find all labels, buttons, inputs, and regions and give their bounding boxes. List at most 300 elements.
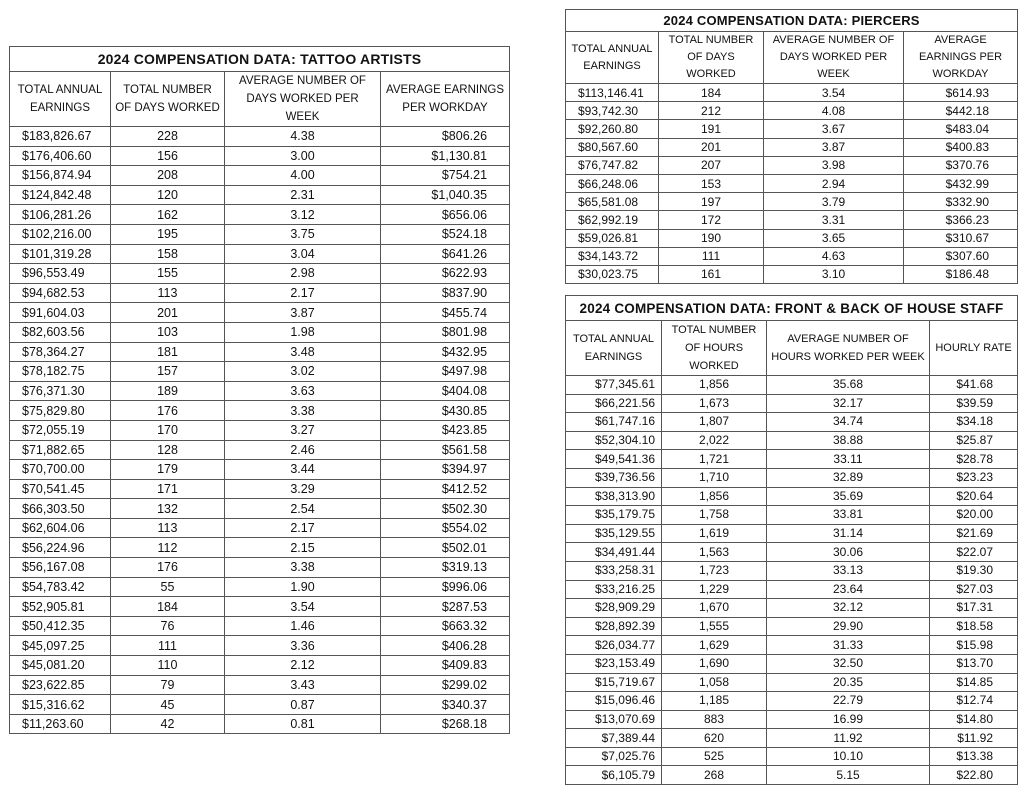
table-cell: 1,723 — [662, 561, 767, 580]
table-cell: $176,406.60 — [10, 146, 111, 166]
table-row — [10, 205, 510, 225]
table-cell: 2.15 — [225, 538, 381, 558]
table-row — [10, 283, 510, 303]
table-row — [566, 599, 1018, 618]
table-cell: 1,673 — [662, 394, 767, 413]
tattoo-artists-table — [9, 46, 510, 734]
table-cell: $497.98 — [381, 362, 510, 382]
table-cell: 176 — [111, 401, 225, 421]
table-cell: 3.79 — [764, 193, 904, 211]
table-row — [10, 244, 510, 264]
table-cell: 103 — [111, 322, 225, 342]
table-row — [10, 695, 510, 715]
table-cell: 3.43 — [225, 675, 381, 695]
table-cell: 190 — [659, 229, 764, 247]
table-cell: $18.58 — [930, 617, 1018, 636]
table-row — [10, 146, 510, 166]
table-cell: 212 — [659, 102, 764, 120]
table-cell: $28.78 — [930, 450, 1018, 469]
table-cell: 1.98 — [225, 322, 381, 342]
table-cell: $332.90 — [904, 193, 1018, 211]
table-row — [10, 499, 510, 519]
table-cell: 20.35 — [767, 673, 930, 692]
table-cell: $26,034.77 — [566, 636, 662, 655]
table-cell: 3.63 — [225, 381, 381, 401]
table-cell: 161 — [659, 265, 764, 283]
table-cell: $62,604.06 — [10, 518, 111, 538]
table-row — [566, 413, 1018, 432]
table-cell: $442.18 — [904, 102, 1018, 120]
table-cell: $34,143.72 — [566, 247, 659, 265]
table-cell: $41.68 — [930, 376, 1018, 395]
column-header-avg-earnings-per-workday: AVERAGE EARNINGS PER WORKDAY — [904, 32, 1018, 84]
table-cell: $268.18 — [381, 714, 510, 734]
table-cell: 2.17 — [225, 283, 381, 303]
table-cell: 1,229 — [662, 580, 767, 599]
table-cell: $66,221.56 — [566, 394, 662, 413]
table-cell: 29.90 — [767, 617, 930, 636]
table-cell: $22.80 — [930, 766, 1018, 785]
table-cell: 3.31 — [764, 211, 904, 229]
table-cell: 157 — [111, 362, 225, 382]
table-cell: 110 — [111, 656, 225, 676]
column-header-avg-days-per-week: AVERAGE NUMBER OF DAYS WORKED PER WEEK — [764, 32, 904, 84]
table-cell: 1,670 — [662, 599, 767, 618]
table-cell: 113 — [111, 283, 225, 303]
table-cell: $66,303.50 — [10, 499, 111, 519]
table-cell: $430.85 — [381, 401, 510, 421]
table-cell: 153 — [659, 174, 764, 192]
table-cell: $370.76 — [904, 156, 1018, 174]
table-cell: $102,216.00 — [10, 224, 111, 244]
table-row — [566, 247, 1018, 265]
table-cell: $656.06 — [381, 205, 510, 225]
column-header-total-annual-earnings: TOTAL ANNUAL EARNINGS — [566, 32, 659, 84]
table-row — [566, 766, 1018, 785]
table-cell: 132 — [111, 499, 225, 519]
table-cell: 0.87 — [225, 695, 381, 715]
table-row — [566, 673, 1018, 692]
piercers-table-title: 2024 COMPENSATION DATA: PIERCERS — [566, 10, 1018, 32]
table-cell: 1.46 — [225, 616, 381, 636]
table-row — [10, 479, 510, 499]
table-row — [566, 120, 1018, 138]
table-cell: $663.32 — [381, 616, 510, 636]
table-row — [10, 518, 510, 538]
table-cell: $54,783.42 — [10, 577, 111, 597]
table-cell: 179 — [111, 460, 225, 480]
table-row — [566, 636, 1018, 655]
table-row — [566, 543, 1018, 562]
table-cell: 32.12 — [767, 599, 930, 618]
column-header-total-days-worked: TOTAL NUMBER OF DAYS WORKED — [111, 72, 225, 127]
table-cell: $113,146.41 — [566, 84, 659, 102]
table-cell: $186.48 — [904, 265, 1018, 283]
table-row — [566, 174, 1018, 192]
table-cell: $614.93 — [904, 84, 1018, 102]
table-cell: $22.07 — [930, 543, 1018, 562]
table-cell: $33,216.25 — [566, 580, 662, 599]
table-cell: 3.67 — [764, 120, 904, 138]
table-cell: 3.44 — [225, 460, 381, 480]
table-row — [566, 506, 1018, 525]
table-cell: $754.21 — [381, 166, 510, 186]
table-cell: $93,742.30 — [566, 102, 659, 120]
table-cell: 128 — [111, 440, 225, 460]
table-cell: $124,842.48 — [10, 185, 111, 205]
table-cell: 158 — [111, 244, 225, 264]
table-cell: $17.31 — [930, 599, 1018, 618]
table-cell: $7,025.76 — [566, 747, 662, 766]
table-cell: 207 — [659, 156, 764, 174]
column-header-avg-hours-per-week: AVERAGE NUMBER OF HOURS WORKED PER WEEK — [767, 321, 930, 376]
table-row — [566, 211, 1018, 229]
table-cell: $406.28 — [381, 636, 510, 656]
table-row — [10, 616, 510, 636]
table-cell: $101,319.28 — [10, 244, 111, 264]
table-cell: 162 — [111, 205, 225, 225]
table-cell: $77,345.61 — [566, 376, 662, 395]
table-cell: $70,541.45 — [10, 479, 111, 499]
staff-table-title: 2024 COMPENSATION DATA: FRONT & BACK OF HOUSE STAFF — [566, 296, 1018, 321]
table-row — [566, 193, 1018, 211]
table-cell: 23.64 — [767, 580, 930, 599]
table-cell: 3.02 — [225, 362, 381, 382]
table-cell: 55 — [111, 577, 225, 597]
table-cell: $412.52 — [381, 479, 510, 499]
table-cell: $13.70 — [930, 654, 1018, 673]
table-cell: $76,371.30 — [10, 381, 111, 401]
table-cell: $70,700.00 — [10, 460, 111, 480]
table-cell: $1,130.81 — [381, 146, 510, 166]
table-cell: 4.08 — [764, 102, 904, 120]
table-cell: 155 — [111, 264, 225, 284]
table-row — [566, 654, 1018, 673]
table-cell: $27.03 — [930, 580, 1018, 599]
table-cell: $1,040.35 — [381, 185, 510, 205]
table-cell: 3.27 — [225, 420, 381, 440]
table-cell: 170 — [111, 420, 225, 440]
table-cell: 32.17 — [767, 394, 930, 413]
table-cell: $34.18 — [930, 413, 1018, 432]
table-cell: 2,022 — [662, 431, 767, 450]
table-cell: $11.92 — [930, 729, 1018, 748]
table-cell: $19.30 — [930, 561, 1018, 580]
table-row — [566, 265, 1018, 283]
table-cell: $340.37 — [381, 695, 510, 715]
table-cell: 1,185 — [662, 692, 767, 711]
table-cell: 3.10 — [764, 265, 904, 283]
table-cell: $6,105.79 — [566, 766, 662, 785]
table-cell: 31.14 — [767, 524, 930, 543]
table-cell: $56,167.08 — [10, 558, 111, 578]
table-cell: 16.99 — [767, 710, 930, 729]
table-row — [10, 224, 510, 244]
table-row — [566, 229, 1018, 247]
column-header-total-hours-worked: TOTAL NUMBER OF HOURS WORKED — [662, 321, 767, 376]
table-cell: $61,747.16 — [566, 413, 662, 432]
table-cell: $76,747.82 — [566, 156, 659, 174]
table-cell: $394.97 — [381, 460, 510, 480]
table-row — [10, 185, 510, 205]
table-cell: $561.58 — [381, 440, 510, 460]
table-cell: 22.79 — [767, 692, 930, 711]
table-cell: 4.00 — [225, 166, 381, 186]
table-cell: 32.50 — [767, 654, 930, 673]
table-cell: 201 — [659, 138, 764, 156]
table-cell: $30,023.75 — [566, 265, 659, 283]
table-cell: 35.68 — [767, 376, 930, 395]
table-cell: 111 — [111, 636, 225, 656]
table-row — [10, 440, 510, 460]
table-row — [10, 656, 510, 676]
table-cell: $96,553.49 — [10, 264, 111, 284]
table-cell: 1,555 — [662, 617, 767, 636]
table-cell: 171 — [111, 479, 225, 499]
table-cell: $400.83 — [904, 138, 1018, 156]
table-cell: 189 — [111, 381, 225, 401]
table-cell: $38,313.90 — [566, 487, 662, 506]
table-cell: 33.11 — [767, 450, 930, 469]
table-cell: $23.23 — [930, 468, 1018, 487]
table-cell: 201 — [111, 303, 225, 323]
table-cell: 3.36 — [225, 636, 381, 656]
table-cell: $21.69 — [930, 524, 1018, 543]
table-cell: $20.00 — [930, 506, 1018, 525]
table-cell: 2.98 — [225, 264, 381, 284]
table-row — [566, 376, 1018, 395]
table-cell: 2.46 — [225, 440, 381, 460]
table-cell: $641.26 — [381, 244, 510, 264]
table-cell: $34,491.44 — [566, 543, 662, 562]
table-cell: 1,856 — [662, 376, 767, 395]
table-cell: 38.88 — [767, 431, 930, 450]
table-cell: $78,182.75 — [10, 362, 111, 382]
table-row — [10, 636, 510, 656]
table-cell: 3.12 — [225, 205, 381, 225]
table-cell: 2.17 — [225, 518, 381, 538]
table-cell: $156,874.94 — [10, 166, 111, 186]
table-cell: 176 — [111, 558, 225, 578]
table-row — [566, 138, 1018, 156]
table-cell: 31.33 — [767, 636, 930, 655]
table-row — [566, 710, 1018, 729]
table-row — [10, 342, 510, 362]
table-cell: $23,153.49 — [566, 654, 662, 673]
table-cell: $996.06 — [381, 577, 510, 597]
table-row — [10, 303, 510, 323]
table-cell: $432.99 — [904, 174, 1018, 192]
table-cell: $23,622.85 — [10, 675, 111, 695]
table-cell: $45,081.20 — [10, 656, 111, 676]
table-cell: 11.92 — [767, 729, 930, 748]
table-cell: $59,026.81 — [566, 229, 659, 247]
table-cell: $319.13 — [381, 558, 510, 578]
table-row — [10, 264, 510, 284]
column-header-total-days-worked: TOTAL NUMBER OF DAYS WORKED — [659, 32, 764, 84]
table-row — [566, 394, 1018, 413]
table-row — [10, 401, 510, 421]
table-cell: 1,629 — [662, 636, 767, 655]
table-row — [10, 577, 510, 597]
table-cell: 120 — [111, 185, 225, 205]
front-back-house-staff-table — [565, 295, 1018, 785]
table-cell: 112 — [111, 538, 225, 558]
piercers-table — [565, 9, 1018, 284]
table-row — [10, 558, 510, 578]
table-cell: $80,567.60 — [566, 138, 659, 156]
table-row — [10, 714, 510, 734]
table-cell: 3.87 — [225, 303, 381, 323]
table-cell: 33.81 — [767, 506, 930, 525]
table-cell: 3.65 — [764, 229, 904, 247]
table-cell: 113 — [111, 518, 225, 538]
table-cell: 111 — [659, 247, 764, 265]
table-cell: $307.60 — [904, 247, 1018, 265]
table-cell: $837.90 — [381, 283, 510, 303]
table-cell: 4.63 — [764, 247, 904, 265]
table-cell: $455.74 — [381, 303, 510, 323]
table-cell: 208 — [111, 166, 225, 186]
table-cell: 525 — [662, 747, 767, 766]
table-cell: $11,263.60 — [10, 714, 111, 734]
table-cell: 197 — [659, 193, 764, 211]
table-cell: $622.93 — [381, 264, 510, 284]
table-cell: $35,129.55 — [566, 524, 662, 543]
table-cell: 4.38 — [225, 127, 381, 147]
table-cell: $13.38 — [930, 747, 1018, 766]
table-row — [566, 692, 1018, 711]
table-row — [566, 617, 1018, 636]
table-cell: $35,179.75 — [566, 506, 662, 525]
table-cell: $49,541.36 — [566, 450, 662, 469]
table-cell: 34.74 — [767, 413, 930, 432]
table-cell: $13,070.69 — [566, 710, 662, 729]
table-cell: 195 — [111, 224, 225, 244]
table-cell: $28,909.29 — [566, 599, 662, 618]
table-cell: $524.18 — [381, 224, 510, 244]
table-row — [10, 538, 510, 558]
table-cell: 620 — [662, 729, 767, 748]
table-cell: 1,721 — [662, 450, 767, 469]
table-cell: $78,364.27 — [10, 342, 111, 362]
table-cell: 172 — [659, 211, 764, 229]
table-cell: $52,905.81 — [10, 597, 111, 617]
table-cell: 1,807 — [662, 413, 767, 432]
table-cell: $14.85 — [930, 673, 1018, 692]
table-cell: 2.31 — [225, 185, 381, 205]
table-cell: $66,248.06 — [566, 174, 659, 192]
table-cell: 1,619 — [662, 524, 767, 543]
table-cell: $432.95 — [381, 342, 510, 362]
table-cell: $299.02 — [381, 675, 510, 695]
table-cell: $56,224.96 — [10, 538, 111, 558]
column-header-avg-days-per-week: AVERAGE NUMBER OF DAYS WORKED PER WEEK — [225, 72, 381, 127]
table-cell: $423.85 — [381, 420, 510, 440]
table-cell: $287.53 — [381, 597, 510, 617]
table-cell: 228 — [111, 127, 225, 147]
table-cell: $33,258.31 — [566, 561, 662, 580]
table-cell: $15,719.67 — [566, 673, 662, 692]
table-cell: 3.38 — [225, 401, 381, 421]
table-cell: 3.54 — [225, 597, 381, 617]
table-row — [10, 127, 510, 147]
table-cell: 33.13 — [767, 561, 930, 580]
column-header-avg-earnings-per-workday: AVERAGE EARNINGS PER WORKDAY — [381, 72, 510, 127]
table-cell: 5.15 — [767, 766, 930, 785]
table-cell: $39,736.56 — [566, 468, 662, 487]
table-row — [566, 84, 1018, 102]
table-cell: $502.01 — [381, 538, 510, 558]
table-row — [10, 166, 510, 186]
table-cell: 79 — [111, 675, 225, 695]
table-cell: $7,389.44 — [566, 729, 662, 748]
table-row — [10, 322, 510, 342]
table-cell: $404.08 — [381, 381, 510, 401]
table-row — [566, 102, 1018, 120]
table-cell: $45,097.25 — [10, 636, 111, 656]
table-cell: $806.26 — [381, 127, 510, 147]
piercers-table-body — [566, 84, 1018, 284]
table-cell: 2.54 — [225, 499, 381, 519]
table-row — [566, 524, 1018, 543]
column-header-total-annual-earnings: TOTAL ANNUAL EARNINGS — [566, 321, 662, 376]
table-cell: 10.10 — [767, 747, 930, 766]
table-cell: 1,058 — [662, 673, 767, 692]
table-cell: 2.94 — [764, 174, 904, 192]
table-row — [566, 729, 1018, 748]
table-row — [10, 381, 510, 401]
table-cell: 268 — [662, 766, 767, 785]
table-row — [566, 580, 1018, 599]
table-cell: 184 — [659, 84, 764, 102]
table-cell: $50,412.35 — [10, 616, 111, 636]
table-cell: 30.06 — [767, 543, 930, 562]
table-cell: 3.75 — [225, 224, 381, 244]
table-cell: $52,304.10 — [566, 431, 662, 450]
table-cell: 45 — [111, 695, 225, 715]
table-cell: $366.23 — [904, 211, 1018, 229]
table-cell: 156 — [111, 146, 225, 166]
table-cell: 0.81 — [225, 714, 381, 734]
table-row — [566, 450, 1018, 469]
table-cell: $72,055.19 — [10, 420, 111, 440]
table-cell: 2.12 — [225, 656, 381, 676]
table-cell: 184 — [111, 597, 225, 617]
table-cell: 1,710 — [662, 468, 767, 487]
table-cell: $82,603.56 — [10, 322, 111, 342]
table-cell: 1.90 — [225, 577, 381, 597]
staff-table-body — [566, 376, 1018, 785]
table-cell: 1,856 — [662, 487, 767, 506]
table-cell: $483.04 — [904, 120, 1018, 138]
table-cell: $310.67 — [904, 229, 1018, 247]
table-cell: $25.87 — [930, 431, 1018, 450]
table-cell: $71,882.65 — [10, 440, 111, 460]
table-cell: $14.80 — [930, 710, 1018, 729]
table-cell: $409.83 — [381, 656, 510, 676]
table-cell: 1,758 — [662, 506, 767, 525]
table-cell: 35.69 — [767, 487, 930, 506]
table-row — [10, 362, 510, 382]
table-row — [566, 487, 1018, 506]
table-cell: 1,563 — [662, 543, 767, 562]
table-row — [566, 561, 1018, 580]
table-cell: $65,581.08 — [566, 193, 659, 211]
table-cell: 3.98 — [764, 156, 904, 174]
table-cell: $75,829.80 — [10, 401, 111, 421]
table-row — [566, 431, 1018, 450]
